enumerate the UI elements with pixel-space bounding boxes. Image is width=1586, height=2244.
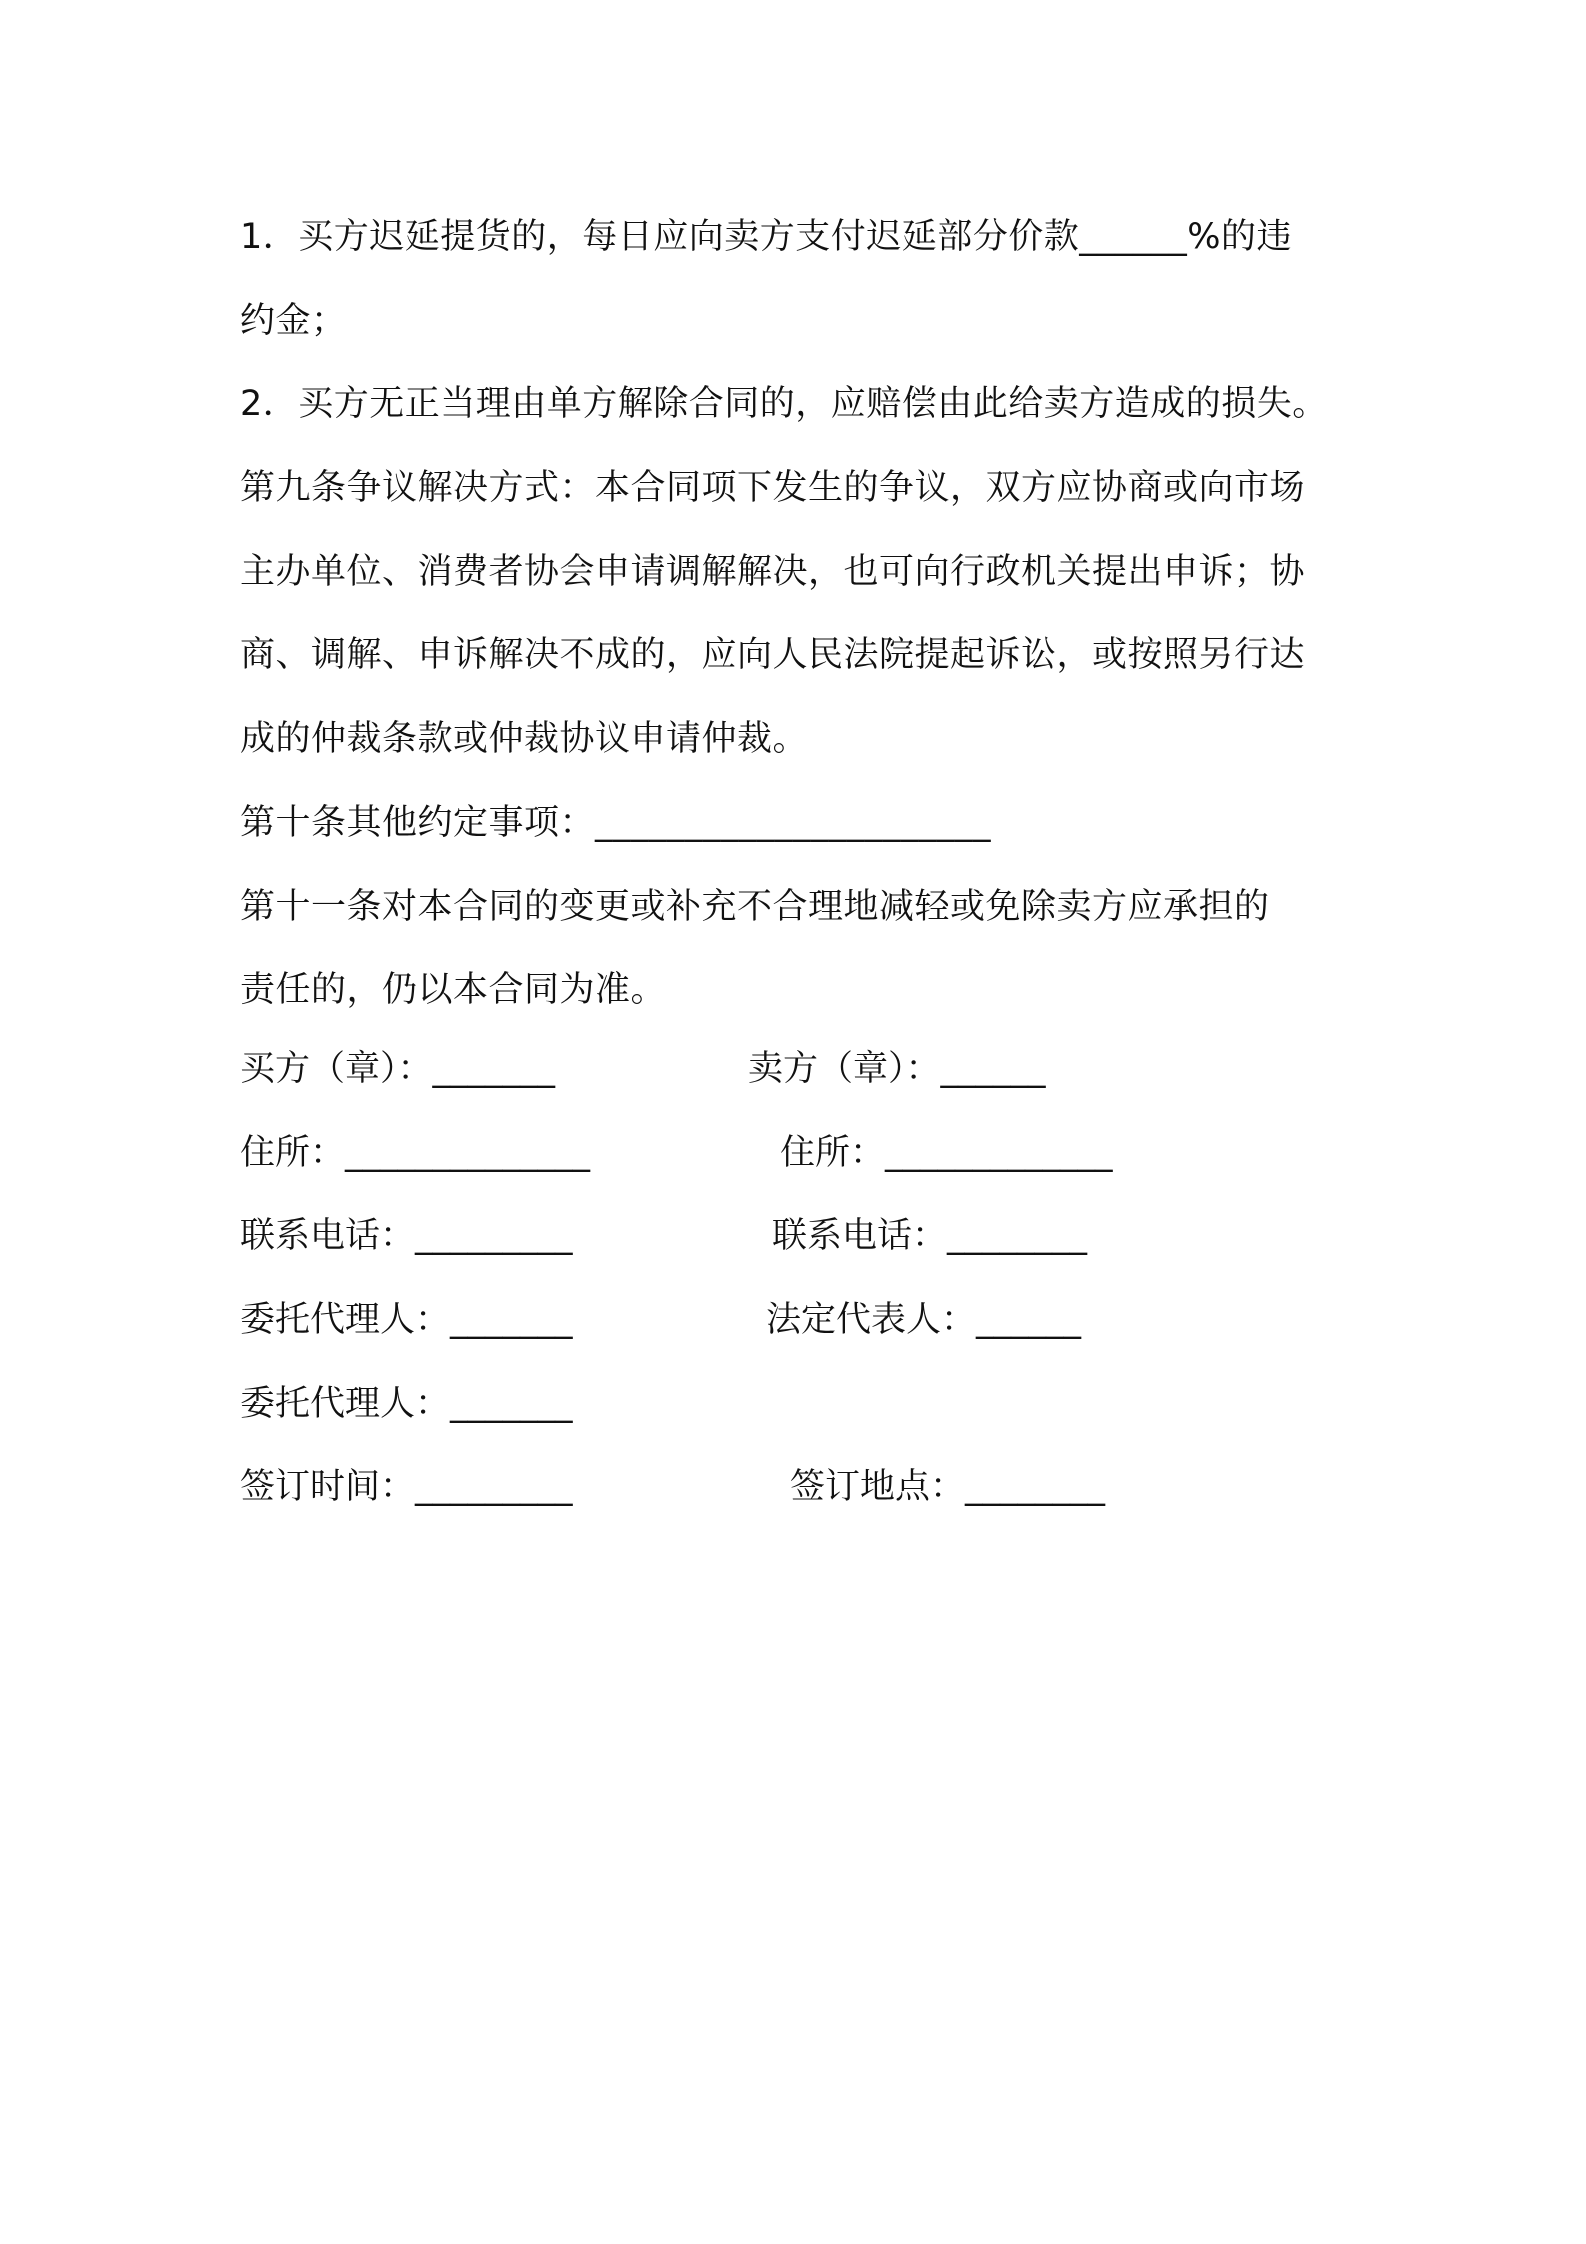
signature-row-seal <box>240 1028 1380 1112</box>
signature-row-phone <box>240 1195 1380 1279</box>
signature-block <box>240 1028 1380 1530</box>
signature-row-agent-2 <box>240 1363 1380 1447</box>
article-11-line-1: 第十一条对本合同的变更或补充不合理地减轻或免除卖方应承担的 <box>240 886 1270 927</box>
clause-1-line-1: 1．买方迟延提货的，每日应向卖方支付迟延部分价款______%的违 <box>240 217 1293 257</box>
seller-phone-field: 联系电话：________ <box>772 1216 1088 1257</box>
signature-row-date-place <box>240 1446 1380 1530</box>
seller-seal-field: 卖方（章）：______ <box>748 1049 1046 1089</box>
buyer-agent-field: 委托代理人：_______ <box>240 1300 573 1341</box>
buyer-seal-field: 买方（章）：_______ <box>240 1049 556 1089</box>
seller-address-field: 住所：_____________ <box>780 1132 1113 1173</box>
article-9-line-4: 成的仲裁条款或仲裁协议申请仲裁。 <box>240 719 809 760</box>
sign-place-field: 签订地点：________ <box>790 1467 1106 1508</box>
article-9-line-2: 主办单位、消费者协会申请调解解决，也可向行政机关提出申诉；协 <box>240 551 1306 592</box>
article-11-line-2: 责任的，仍以本合同为准。 <box>240 970 667 1011</box>
seller-legal-rep-field: 法定代表人：______ <box>766 1300 1082 1341</box>
clause-1-line-2: 约金； <box>240 300 347 341</box>
article-9-line-3: 商、调解、申诉解决不成的，应向人民法院提起诉讼，或按照另行达 <box>240 635 1306 676</box>
clause-2: 2．买方无正当理由单方解除合同的，应赔偿由此给卖方造成的损失。 <box>240 384 1328 425</box>
sign-date-field: 签订时间：_________ <box>240 1467 573 1508</box>
signature-row-address <box>240 1112 1380 1196</box>
buyer-phone-field: 联系电话：_________ <box>240 1216 573 1257</box>
contract-clauses <box>240 196 1380 1033</box>
article-10: 第十条其他约定事项：______________________ <box>240 802 992 843</box>
buyer-address-field: 住所：______________ <box>240 1132 591 1173</box>
signature-row-agent <box>240 1279 1380 1363</box>
article-9-line-1: 第九条争议解决方式：本合同项下发生的争议，双方应协商或向市场 <box>240 468 1306 509</box>
second-agent-field: 委托代理人：_______ <box>240 1383 573 1424</box>
